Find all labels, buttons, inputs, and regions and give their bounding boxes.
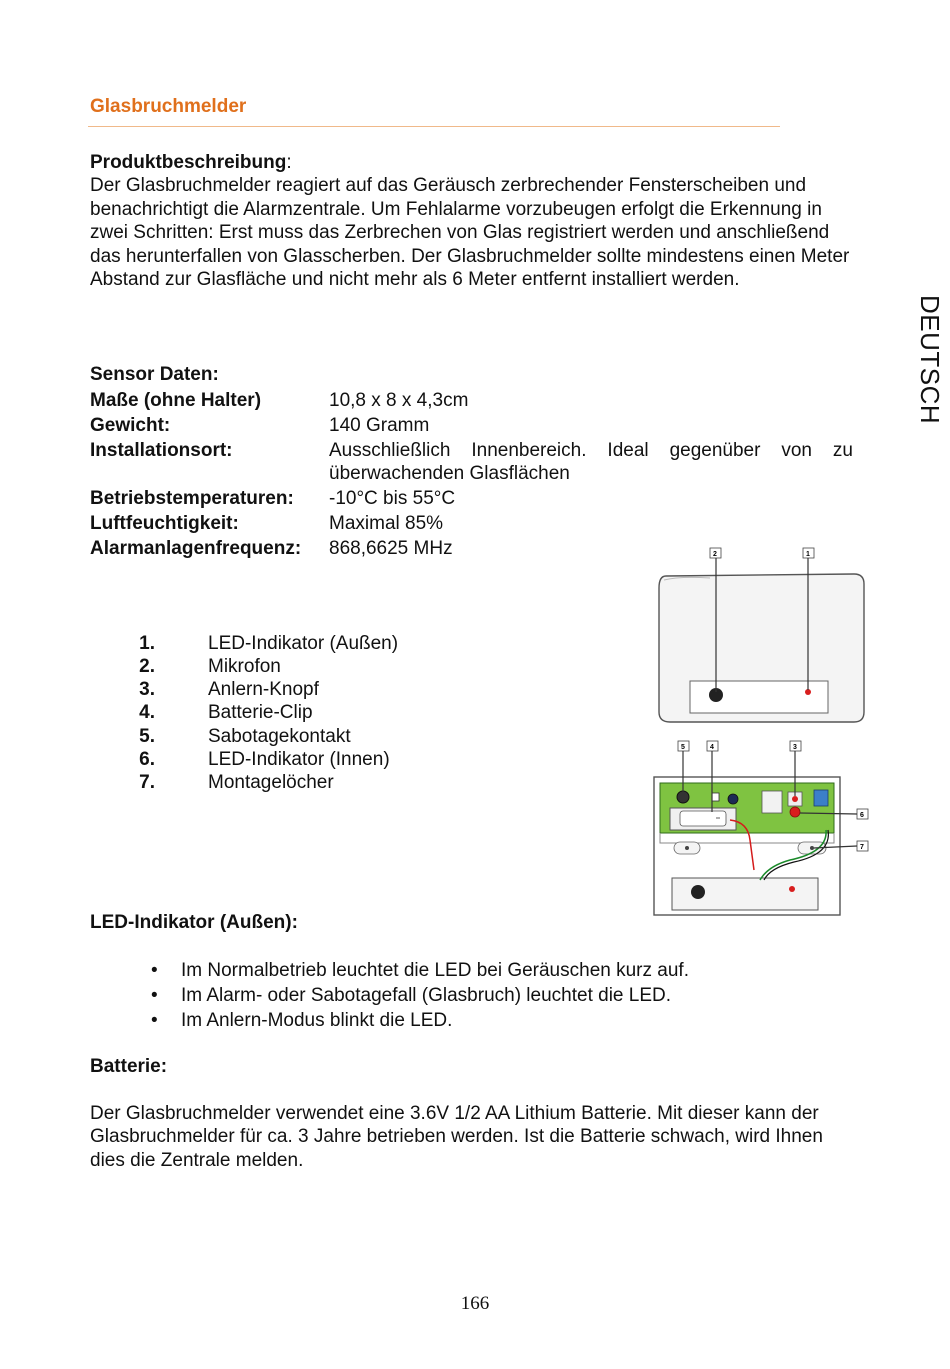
spec-value: -10°C bis 55°C (329, 488, 456, 509)
spec-key: Luftfeuchtigkeit: (90, 513, 239, 534)
part-number: 1. (139, 633, 155, 654)
part-label: Sabotagekontakt (208, 726, 351, 747)
callout-label: 6 (860, 812, 864, 819)
sensor-data-title: Sensor Daten: (90, 364, 219, 385)
spec-row-temperature (90, 487, 860, 511)
product-description (90, 151, 860, 291)
part-number: 7. (139, 772, 155, 793)
battery-icon (680, 811, 726, 826)
battery-section-title: Batterie: (90, 1056, 168, 1077)
spec-value: Maximal 85% (329, 513, 444, 534)
callout-label: 7 (860, 844, 864, 851)
callout-label: 3 (793, 744, 797, 751)
bullet-dot: • (151, 1010, 158, 1031)
part-label: Anlern-Knopf (208, 679, 319, 700)
part-label: LED-Indikator (Außen) (208, 633, 399, 654)
page-number: 166 (460, 1293, 490, 1314)
bullet-dot: • (151, 960, 158, 981)
spec-row-humidity (90, 512, 860, 536)
part-label: Mikrofon (208, 656, 281, 677)
inside-view (654, 777, 840, 915)
part-number: 4. (139, 702, 155, 723)
spec-key: Gewicht: (90, 415, 171, 436)
spec-value: 140 Gramm (329, 415, 430, 436)
device-diagram-svg (650, 540, 950, 920)
led-section-title: LED-Indikator (Außen): (90, 912, 298, 933)
front-cover (659, 574, 864, 722)
section-heading: Glasbruchmelder (90, 96, 247, 117)
spec-key: Alarmanlagenfrequenz: (90, 538, 302, 559)
heading-divider (88, 126, 780, 127)
battery-description: Der Glasbruchmelder verwendet eine 3.6V 1/2 AA Lithium Batterie. Mit dieser kann der Glasbruchmelder für ca. 3 Jahre betrieben werden. Ist die Batterie schwach, wird Ihnen dies die Zentrale melden. (90, 1103, 823, 1171)
bullet-text: Im Normalbetrieb leuchtet die LED bei Geräuschen kurz auf. (181, 960, 689, 981)
spec-row-weight (90, 414, 860, 438)
bullet-text: Im Alarm- oder Sabotagefall (Glasbruch) leuchtet die LED. (181, 985, 672, 1006)
spec-key: Installationsort: (90, 440, 233, 461)
led-inner-icon (790, 807, 800, 817)
spec-key: Maße (ohne Halter) (90, 390, 262, 411)
bullet-dot: • (151, 985, 158, 1006)
language-side-tab: DEUTSCH (915, 295, 945, 425)
callout-label: 4 (710, 744, 714, 751)
spec-row-location (90, 439, 860, 487)
part-number: 6. (139, 749, 155, 770)
part-label: LED-Indikator (Innen) (208, 749, 390, 770)
spec-row-dimensions (90, 389, 860, 413)
product-description-colon: : (286, 152, 292, 173)
callout-label: 2 (713, 551, 717, 558)
spec-value: 868,6625 MHz (329, 538, 453, 559)
bullet-text: Im Anlern-Modus blinkt die LED. (181, 1010, 453, 1031)
part-number: 2. (139, 656, 155, 677)
product-description-text: Der Glasbruchmelder reagiert auf das Geräusch zerbrechender Fensterscheiben und benachrichtigt die Alarmzentrale. Um Fehlalarme vorzubeugen erfolgt die Erkennung in zwei Schritten: Erst muss das Zerbrechen von Glas registriert werden und anschließend das herunterfallen von Glasscherben. Der Glasbruchmelder sollte mindestens einen Meter Abstand zur Glasfläche und nicht mehr als 6 Meter entfernt installiert werden. (90, 175, 850, 291)
device-diagram (650, 540, 950, 920)
spec-value: 10,8 x 8 x 4,3cm (329, 390, 469, 411)
callout-label: 1 (806, 551, 810, 558)
product-description-label: Produktbeschreibung (90, 152, 287, 173)
part-number: 3. (139, 679, 155, 700)
spec-key: Betriebstemperaturen: (90, 488, 294, 509)
spec-value: Ausschließlich Innenbereich. Ideal gegenüber von zu überwachenden Glasflächen (329, 440, 853, 485)
part-number: 5. (139, 726, 155, 747)
part-label: Batterie-Clip (208, 702, 313, 723)
callout-label: 5 (681, 744, 685, 751)
part-label: Montagelöcher (208, 772, 334, 793)
